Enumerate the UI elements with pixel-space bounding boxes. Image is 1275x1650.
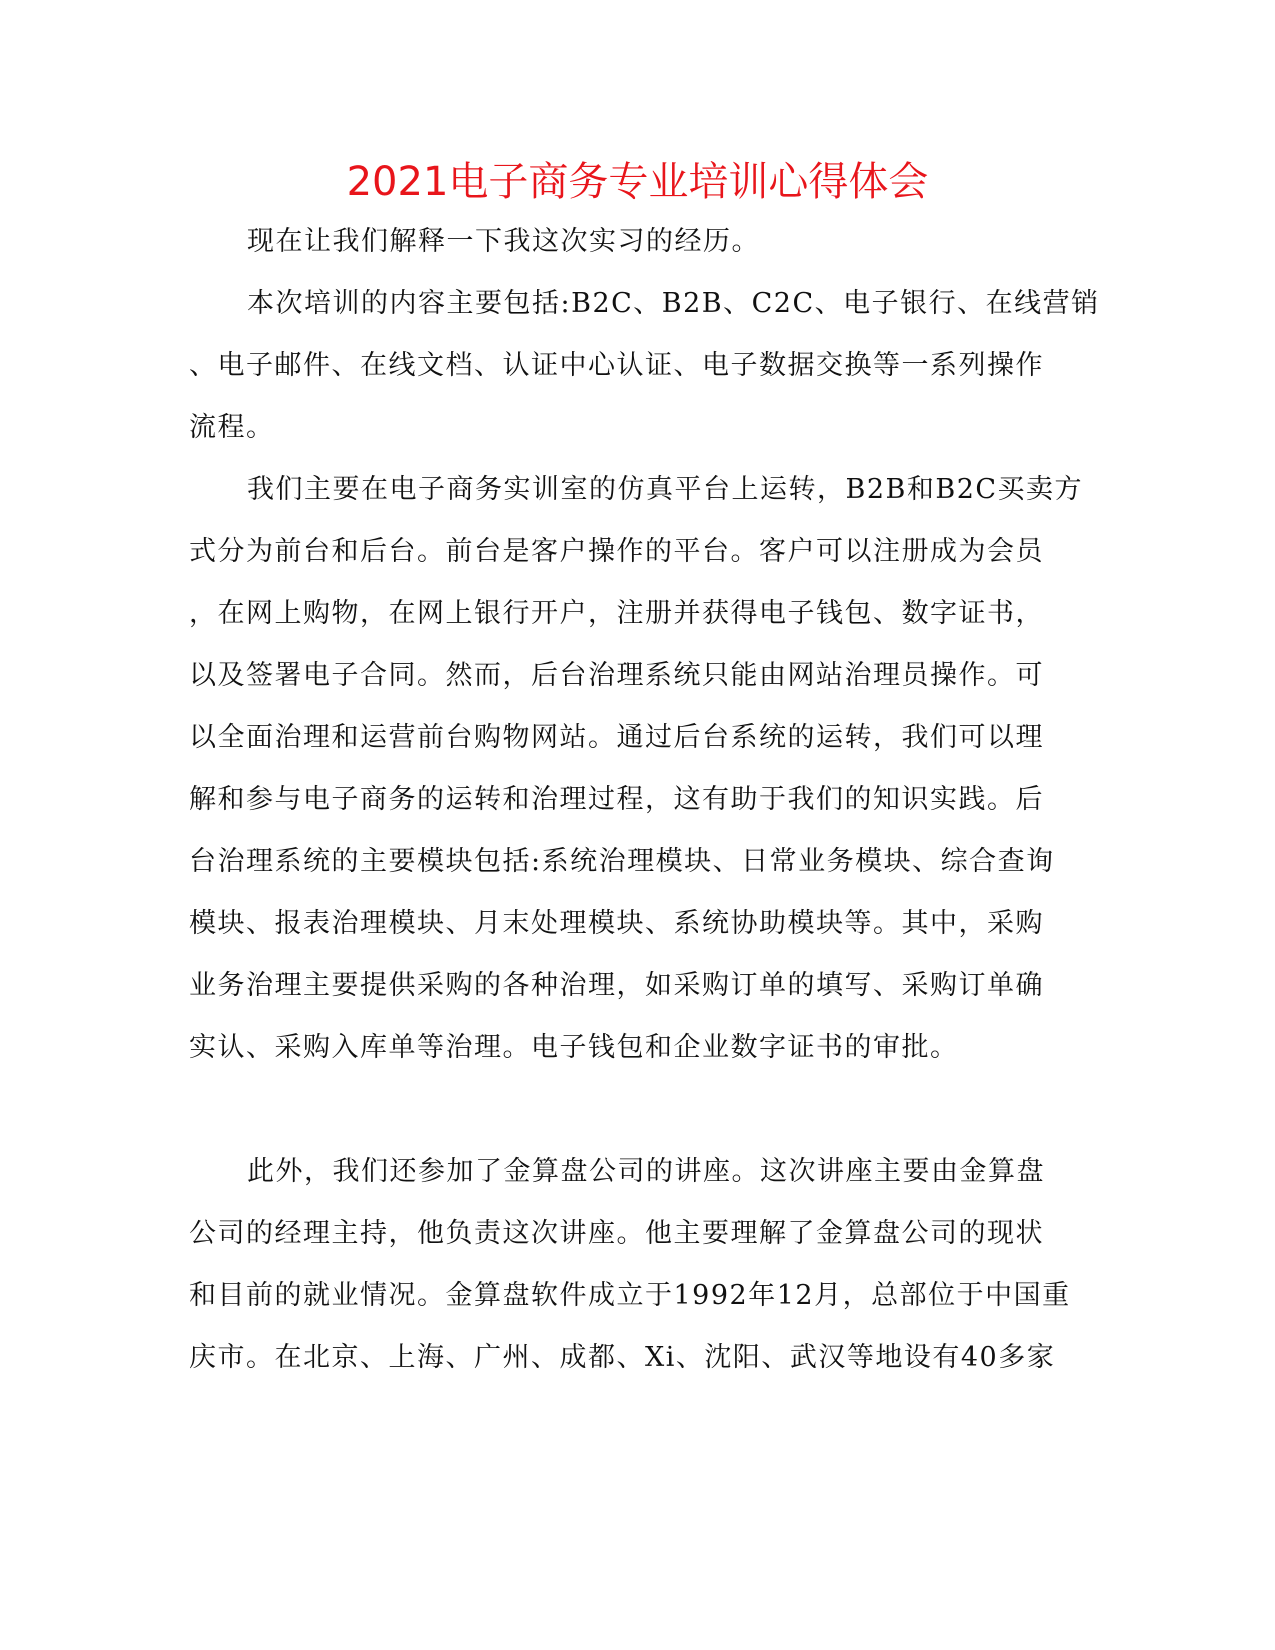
paragraph-line: 和目前的就业情况。金算盘软件成立于1992年12月，总部位于中国重 bbox=[189, 1280, 1071, 1311]
paragraph-line: 我们主要在电子商务实训室的仿真平台上运转，B2B和B2C买卖方 bbox=[247, 474, 1084, 505]
paragraph-line: 模块、报表治理模块、月末处理模块、系统协助模块等。其中，采购 bbox=[189, 908, 1044, 939]
paragraph-line: 流程。 bbox=[189, 412, 275, 443]
paragraph-line: 以及签署电子合同。然而，后台治理系统只能由网站治理员操作。可 bbox=[189, 660, 1044, 691]
paragraph-line: 此外，我们还参加了金算盘公司的讲座。这次讲座主要由金算盘 bbox=[247, 1156, 1045, 1187]
paragraph-line: 公司的经理主持，他负责这次讲座。他主要理解了金算盘公司的现状 bbox=[189, 1218, 1044, 1249]
paragraph-line: 以全面治理和运营前台购物网站。通过后台系统的运转，我们可以理 bbox=[189, 722, 1044, 753]
paragraph-line: 式分为前台和后台。前台是客户操作的平台。客户可以注册成为会员 bbox=[189, 536, 1044, 567]
paragraph-line: ，在网上购物，在网上银行开户，注册并获得电子钱包、数字证书， bbox=[189, 598, 1044, 629]
paragraph-line: 庆市。在北京、上海、广州、成都、Xi、沈阳、武汉等地设有40多家 bbox=[189, 1342, 1056, 1373]
document-title: 2021电子商务专业培训心得体会 bbox=[346, 159, 929, 205]
paragraph-line: 台治理系统的主要模块包括:系统治理模块、日常业务模块、综合查询 bbox=[189, 846, 1055, 877]
paragraph-line: 、电子邮件、在线文档、认证中心认证、电子数据交换等一系列操作 bbox=[189, 350, 1044, 381]
paragraph-line: 实认、采购入库单等治理。电子钱包和企业数字证书的审批。 bbox=[189, 1032, 959, 1063]
paragraph-line: 现在让我们解释一下我这次实习的经历。 bbox=[247, 226, 760, 257]
paragraph-line: 业务治理主要提供采购的各种治理，如采购订单的填写、采购订单确 bbox=[189, 970, 1044, 1001]
paragraph-line: 本次培训的内容主要包括:B2C、B2B、C2C、电子银行、在线营销 bbox=[247, 288, 1100, 319]
paragraph-line: 解和参与电子商务的运转和治理过程，这有助于我们的知识实践。后 bbox=[189, 784, 1044, 815]
